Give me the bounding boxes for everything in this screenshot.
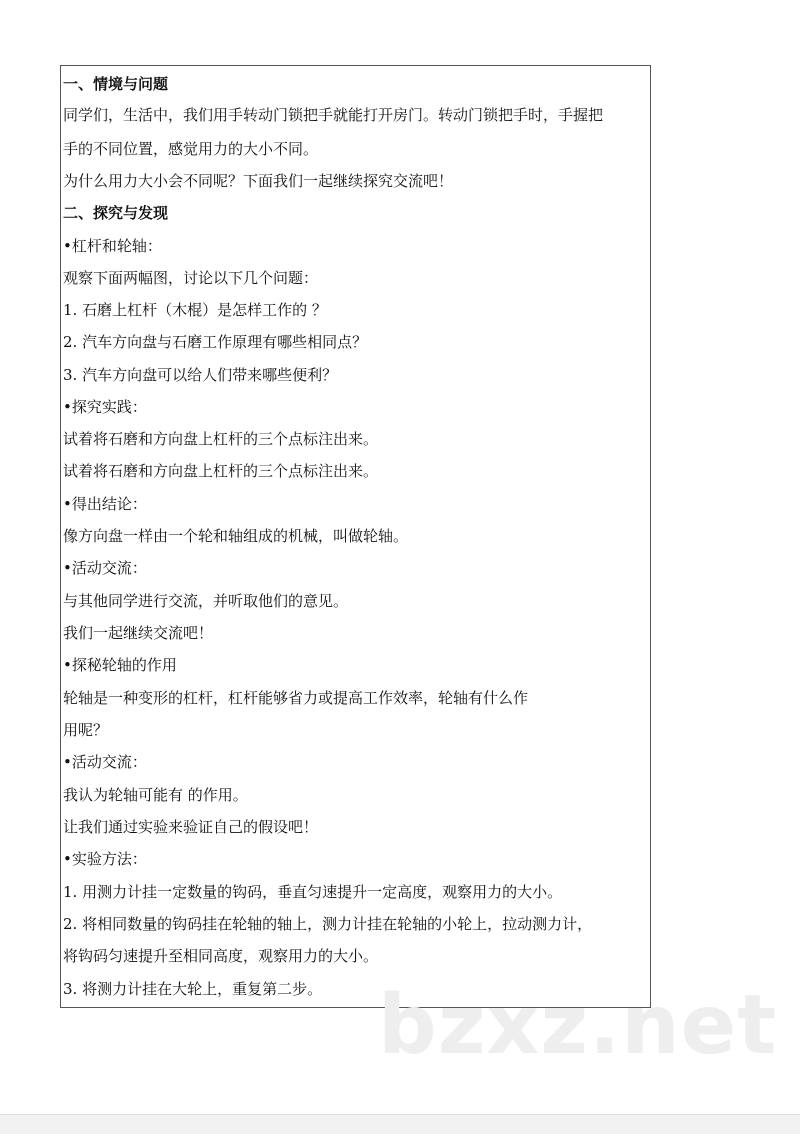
- bullet-heading: •活动交流：: [63, 559, 147, 577]
- paragraph-line: 让我们通过实验来验证自己的假设吧！: [63, 818, 319, 836]
- paragraph-line: 观察下面两幅图，讨论以下几个问题：: [63, 269, 319, 287]
- section-heading-explore: 二、探究与发现: [63, 204, 169, 222]
- paragraph-line: 我们一起继续交流吧！: [63, 624, 214, 642]
- step-item: 将钩码匀速提升至相同高度，观察用力的大小。: [63, 947, 379, 965]
- bullet-heading: •探究实践：: [63, 398, 147, 416]
- bullet-heading: •探秘轮轴的作用: [63, 656, 177, 674]
- step-item: 1. 用测力计挂一定数量的钩码，垂直匀速提升一定高度，观察用力的大小。: [63, 883, 563, 901]
- step-item: 2. 将相同数量的钩码挂在轮轴的轴上，测力计挂在轮轴的小轮上，拉动测力计，: [63, 915, 593, 933]
- paragraph-line: 为什么用力大小会不同呢？下面我们一起继续探究交流吧！: [63, 172, 454, 190]
- question-item: 1. 石磨上杠杆（木棍）是怎样工作的 ？: [63, 301, 327, 319]
- paragraph-line: 轮轴是一种变形的杠杆，杠杆能够省力或提高工作效率，轮轴有什么作: [63, 689, 529, 707]
- page-bottom-edge: [0, 1114, 800, 1134]
- paragraph-line: 像方向盘一样由一个轮和轴组成的机械，叫做轮轴。: [63, 527, 409, 545]
- section-heading-situation: 一、情境与问题: [63, 75, 169, 93]
- paragraph-line: 手的不同位置，感觉用力的大小不同。: [63, 140, 319, 158]
- bullet-heading: •得出结论：: [63, 495, 147, 513]
- bullet-heading: •杠杆和轮轴：: [63, 237, 162, 255]
- bullet-heading: •活动交流：: [63, 753, 147, 771]
- step-item: 3. 将测力计挂在大轮上，重复第二步。: [63, 980, 323, 998]
- question-item: 2. 汽车方向盘与石磨工作原理有哪些相同点？: [63, 333, 368, 351]
- bullet-heading: •实验方法：: [63, 850, 147, 868]
- paragraph-line: 试着将石磨和方向盘上杠杆的三个点标注出来。: [63, 462, 379, 480]
- paragraph-line: 试着将石磨和方向盘上杠杆的三个点标注出来。: [63, 430, 379, 448]
- paragraph-line: 同学们，生活中，我们用手转动门锁把手就能打开房门。转动门锁把手时，手握把: [63, 106, 604, 124]
- paragraph-line: 用呢？: [63, 721, 109, 739]
- site-watermark: bzxz.net: [378, 978, 778, 1073]
- question-item: 3. 汽车方向盘可以给人们带来哪些便利？: [63, 366, 338, 384]
- paragraph-line: 我认为轮轴可能有 的作用。: [63, 786, 248, 804]
- paragraph-line: 与其他同学进行交流，并听取他们的意见。: [63, 592, 349, 610]
